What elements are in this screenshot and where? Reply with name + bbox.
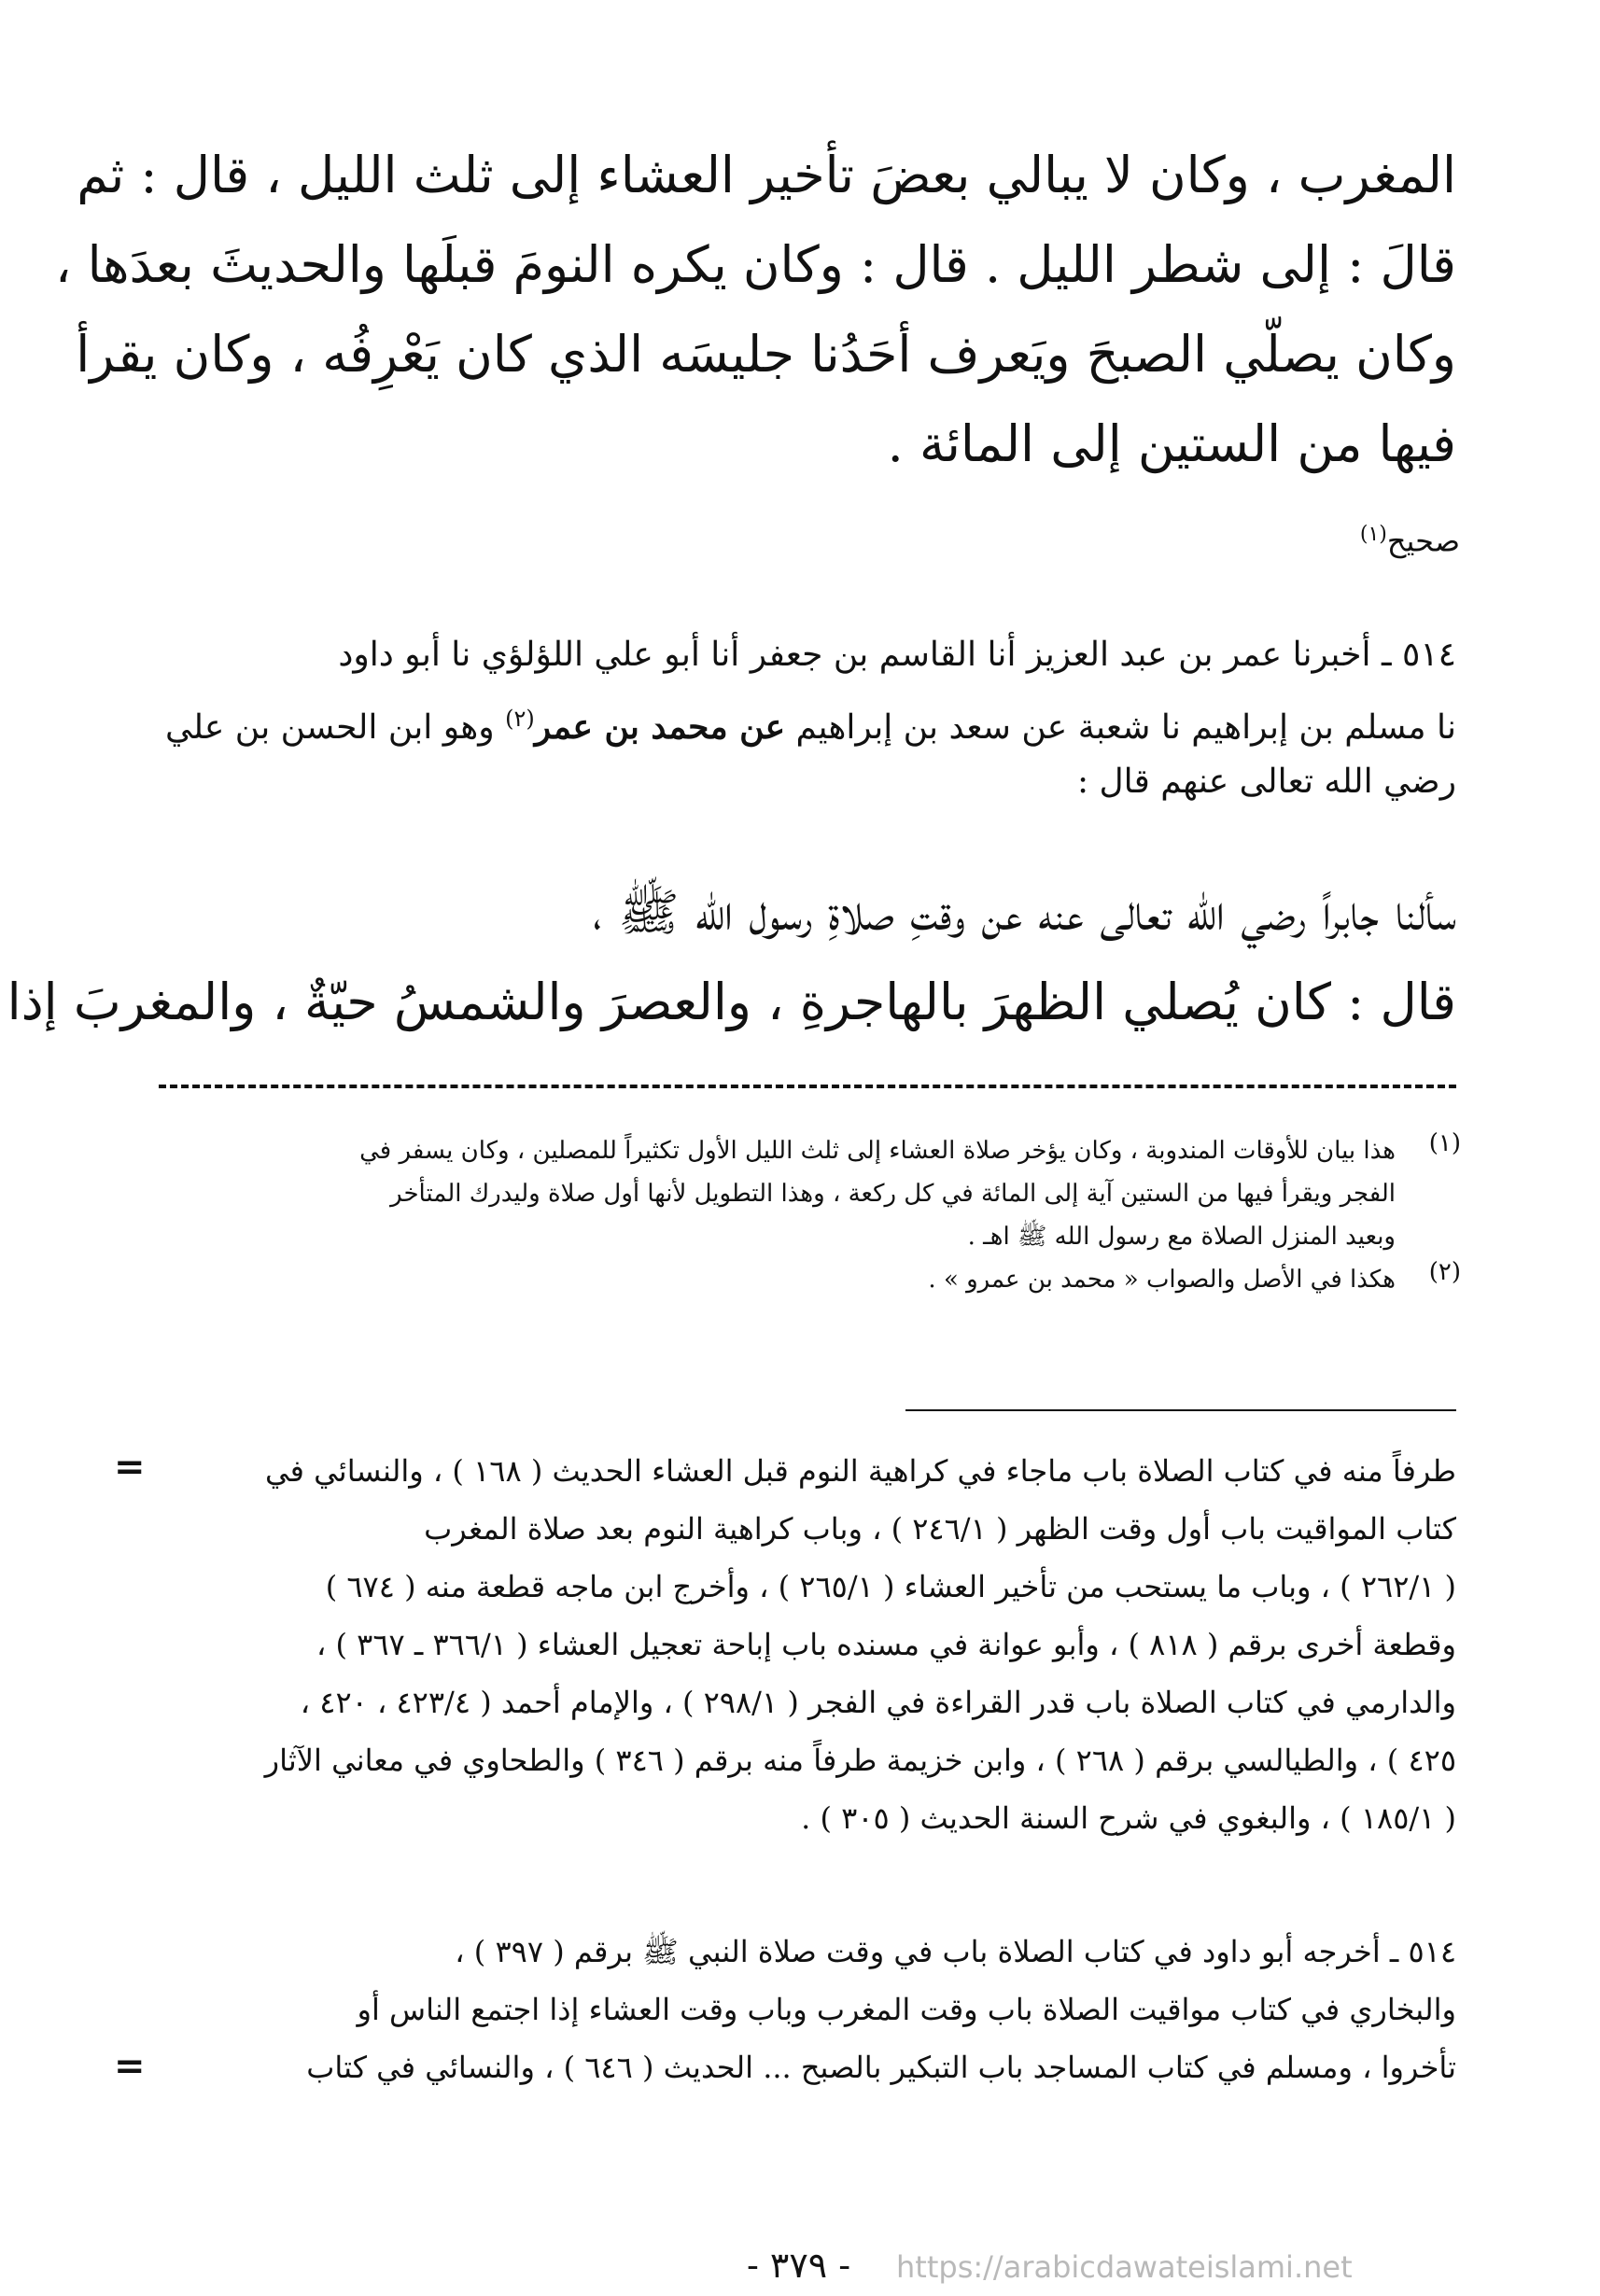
isnad-text: نا مسلم بن إبراهيم نا شعبة عن سعد بن إبراهيم	[795, 708, 1456, 747]
page-number: - ٣٧٩ -	[747, 2245, 851, 2286]
continuation-mark: =	[114, 1445, 146, 1489]
footnote-number: (١)	[1428, 1129, 1461, 1157]
text-line: هذا بيان للأوقات المندوبة ، وكان يؤخر صلاة العشاء إلى ثلث الليل الأول تكثيراً للمصلين ، وكان يسفر في	[359, 1137, 1396, 1165]
footnote-ref: (٢)	[505, 706, 535, 732]
isnad-block	[159, 623, 1456, 814]
text-line: ٥١٤ ـ أخبرنا عمر بن عبد العزيز أنا القاسم بن جعفر أنا أبو علي اللؤلؤي نا أبو داود	[338, 636, 1456, 674]
text-line: رضي الله تعالى عنهم قال :	[1076, 763, 1456, 801]
text-line: ٥١٤ ـ أخرجه أبو داود في كتاب الصلاة باب في وقت صلاة النبي ﷺ برقم ( ٣٩٧ ) ،	[455, 1934, 1456, 1969]
isnad-text: وهو ابن الحسن بن علي	[164, 708, 495, 747]
text-line: هكذا في الأصل والصواب « محمد بن عمرو » .	[928, 1266, 1396, 1294]
footnote-number: (٢)	[1428, 1258, 1461, 1286]
footnote-body	[187, 1129, 1396, 1258]
footnote-1	[187, 1129, 1461, 1258]
footnote-separator-line	[905, 1409, 1456, 1411]
hadith-grade	[1360, 523, 1460, 559]
text-line: الفجر ويقرأ فيها من الستين آية إلى المائة في كل ركعة ، وهذا التطويل لأنها أول صلاة وليدرك المتأخر	[390, 1180, 1396, 1208]
hadith-continued-text	[54, 131, 1456, 489]
text-line: قالَ : إلى شطر الليل . قال : وكان يكره النومَ قبلَها والحديثَ بعدَها ،	[54, 235, 1456, 294]
text-line: ٤٢٥ ) ، والطيالسي برقم ( ٢٦٨ ) ، وابن خزيمة طرفاً منه برقم ( ٣٤٦ ) والطحاوي في معاني الآثار	[264, 1743, 1456, 1778]
text-line: طرفاً منه في كتاب الصلاة باب ماجاء في كراهية النوم قبل العشاء الحديث ( ١٦٨ ) ، والنسائي في	[264, 1453, 1456, 1489]
text-line: تأخروا ، ومسلم في كتاب المساجد باب التبكير بالصبح ... الحديث ( ٦٤٦ ) ، والنسائي في كتاب	[306, 2050, 1456, 2085]
text-line: ( ١٨٥/١ ) ، والبغوي في شرح السنة الحديث ( ٣٠٥ ) .	[801, 1800, 1456, 1836]
watermark-url: https://arabicdawateislami.net	[896, 2249, 1353, 2285]
takhrij-continued	[159, 1442, 1456, 1847]
text-line: كتاب المواقيت باب أول وقت الظهر ( ٢٤٦/١ ) ، وباب كراهية النوم بعد صلاة المغرب	[424, 1511, 1456, 1547]
footnote-body	[187, 1258, 1396, 1301]
text-line: قال : كان يُصلي الظهرَ بالهاجرةِ ، والعصرَ والشمسُ حيّةٌ ، والمغربَ إذا	[7, 973, 1456, 1031]
text-line: فيها من الستين إلى المائة .	[887, 414, 1456, 473]
dashed-separator	[159, 1085, 1456, 1092]
footnote-ref: (١)	[1359, 523, 1387, 546]
takhrij-514	[159, 1923, 1456, 2096]
continuation-mark: =	[114, 2044, 146, 2088]
text-line: سألنا جابراً رضي الله تعالى عنه عن وقتِ صلاةِ رسول الله ﷺ ،	[592, 883, 1456, 942]
text-line: ( ٢٦٢/١ ) ، وباب ما يستحب من تأخير العشاء ( ٢٦٥/١ ) ، وأخرج ابن ماجه قطعة منه ( ٦٧٤ )	[325, 1569, 1456, 1604]
text-line: والبخاري في كتاب مواقيت الصلاة باب وقت المغرب وباب وقت العشاء إذا اجتمع الناس أو	[357, 1992, 1456, 2027]
footnote-2	[187, 1258, 1461, 1301]
text-line: وبعيد المنزل الصلاة مع رسول الله ﷺ اهـ .	[967, 1223, 1396, 1251]
text-line	[159, 687, 1456, 750]
text-line: وكان يصلّي الصبحَ ويَعرف أحَدُنا جليسَه الذي كان يَعْرِفُه ، وكان يقرأ	[76, 325, 1456, 384]
text-line: والدارمي في كتاب الصلاة باب قدر القراءة في الفجر ( ٢٩٨/١ ) ، والإمام أحمد ( ٤٢٣/٤ ، ٤٢٠ ،	[300, 1685, 1456, 1720]
grade-label: صحيح	[1386, 523, 1460, 559]
isnad-bold-name: عن محمد بن عمر	[534, 707, 786, 747]
text-line: المغرب ، وكان لا يبالي بعضَ تأخير العشاء إلى ثلث الليل ، قال : ثم	[77, 146, 1456, 204]
footnotes	[187, 1129, 1461, 1301]
hadith-514-text	[7, 868, 1456, 1047]
text-line: وقطعة أخرى برقم ( ٨١٨ ) ، وأبو عوانة في مسنده باب إباحة تعجيل العشاء ( ٣٦٦/١ ـ ٣٦٧ ) ،	[316, 1627, 1456, 1662]
